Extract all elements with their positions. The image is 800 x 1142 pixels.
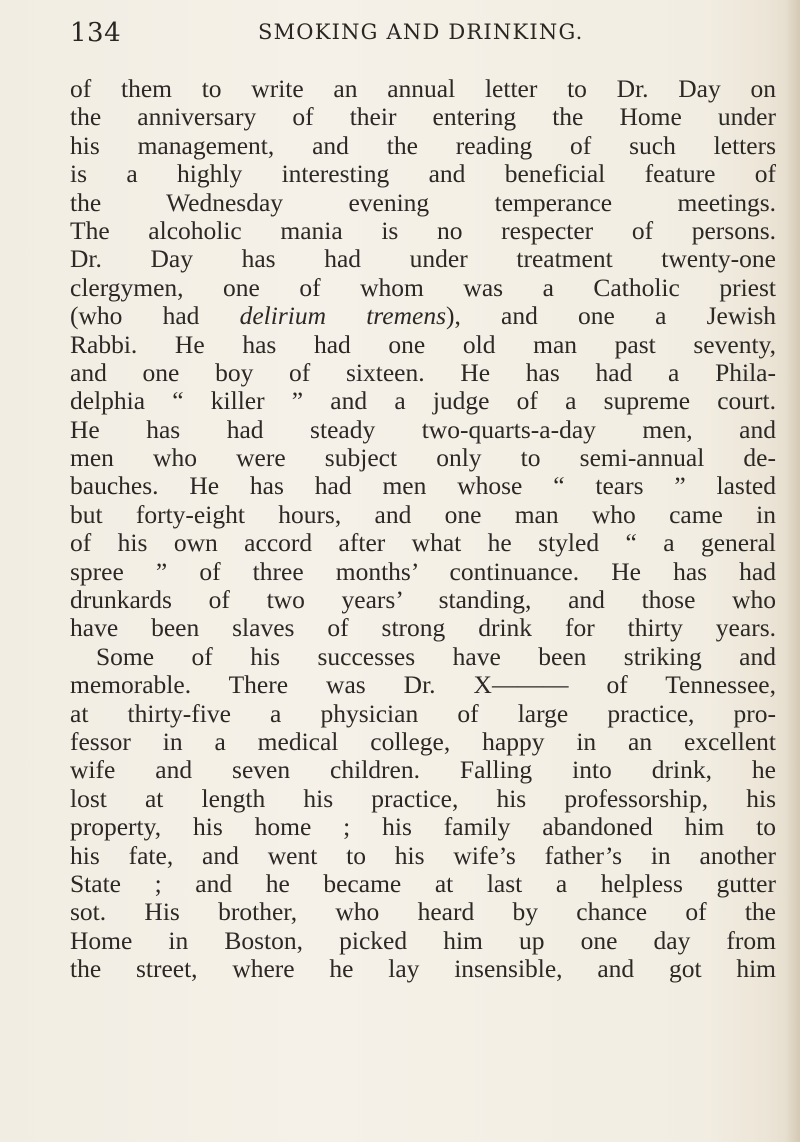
text-line: drunkards of two years’ standing, and those who xyxy=(70,585,776,615)
text-line: his fate, and went to his wife’s father’s in another xyxy=(70,840,776,870)
text-line: fessor in a medical college, happy in an excellent xyxy=(70,726,776,756)
text-line: the anniversary of their entering the Home under xyxy=(70,102,776,132)
text-line: the street, where he lay insensible, and got him xyxy=(70,954,776,984)
text-line: The alcoholic mania is no respecter of persons. xyxy=(70,215,776,245)
text-line: clergymen, one of whom was a Catholic priest xyxy=(70,272,776,302)
text-line: Home in Boston, picked him up one day from xyxy=(70,925,776,955)
running-head xyxy=(70,18,770,58)
text-line: at thirty-five a physician of large practice, pro- xyxy=(70,698,776,728)
text-line: of them to write an annual letter to Dr. Day on xyxy=(70,74,776,103)
text-line: wife and seven children. Falling into drink, he xyxy=(70,755,776,785)
text-line xyxy=(70,302,776,330)
text-line: bauches. He has had men whose “ tears ” lasted xyxy=(70,471,776,501)
text-line: his management, and the reading of such letters xyxy=(70,130,776,160)
text-line: property, his home ; his family abandoned him to xyxy=(70,812,776,842)
running-title: SMOKING AND DRINKING. xyxy=(258,20,584,44)
text-line: lost at length his practice, his professorship, his xyxy=(70,783,776,813)
body-text xyxy=(70,75,776,984)
text-line: have been slaves of strong drink for thirty years. xyxy=(70,613,776,643)
text-line: Rabbi. He has had one old man past seventy, xyxy=(70,329,776,359)
text-segment: (who had xyxy=(70,301,240,331)
text-line: He has had steady two-quarts-a-day men, and xyxy=(70,414,776,444)
text-line: the Wednesday evening temperance meetings. xyxy=(70,187,776,217)
text-line: men who were subject only to semi-annual de- xyxy=(70,443,776,473)
text-line: sot. His brother, who heard by chance of the xyxy=(70,897,776,927)
italic-phrase: delirium tremens xyxy=(239,301,446,331)
text-segment: ), and one a Jewish xyxy=(446,301,776,331)
text-line: State ; and he became at last a helpless gutter xyxy=(70,868,776,898)
text-line: of his own accord after what he styled “ a general xyxy=(70,528,776,558)
text-line: Dr. Day has had under treatment twenty-one xyxy=(70,244,776,274)
text-line: spree ” of three months’ continuance. He has had xyxy=(70,556,776,586)
text-line: is a highly interesting and beneficial feature of xyxy=(70,159,776,189)
text-line: Some of his successes have been striking and xyxy=(96,641,776,671)
text-line: and one boy of sixteen. He has had a Phila- xyxy=(70,357,776,387)
text-line: but forty-eight hours, and one man who came in xyxy=(70,499,776,529)
text-line: delphia “ killer ” and a judge of a supreme court. xyxy=(70,386,776,416)
page-edge-shadow xyxy=(786,0,800,1142)
text-line: memorable. There was Dr. X——— of Tennessee, xyxy=(70,670,776,700)
page-number: 134 xyxy=(70,18,122,48)
